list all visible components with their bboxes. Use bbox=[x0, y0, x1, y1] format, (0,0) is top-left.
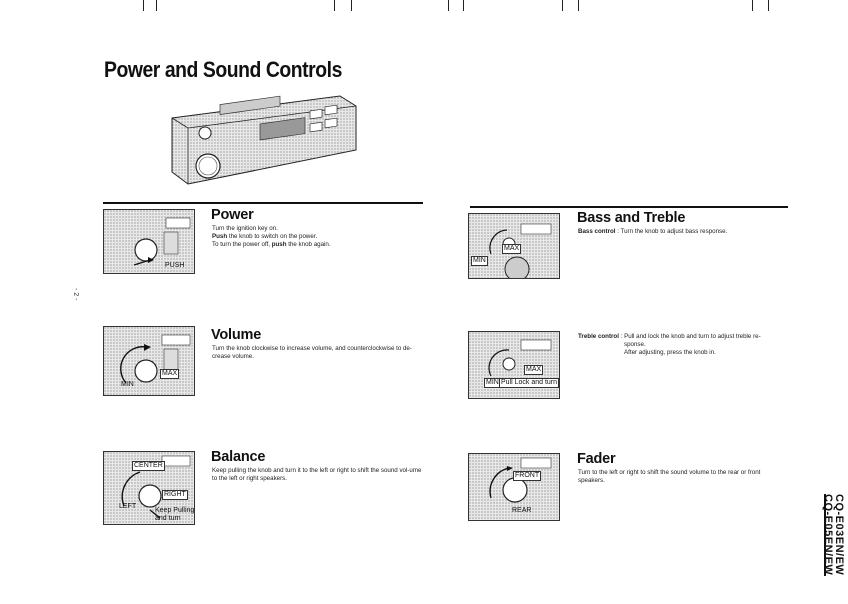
balance-figure bbox=[103, 451, 195, 525]
bass-treble-heading: Bass and Treble bbox=[577, 210, 686, 226]
page-title: Power and Sound Controls bbox=[104, 57, 342, 82]
treble-control-text bbox=[578, 333, 793, 357]
volume-figure bbox=[103, 326, 195, 396]
power-line3-post: the knob again. bbox=[286, 241, 331, 248]
balance-center-label: CENTER bbox=[134, 462, 163, 469]
binding-mark bbox=[351, 0, 352, 11]
push-label: PUSH bbox=[165, 262, 185, 269]
balance-right-label: RIGHT bbox=[164, 491, 186, 498]
balance-heading: Balance bbox=[211, 449, 266, 465]
binding-mark bbox=[463, 0, 464, 11]
treble-desc-2: sponse. bbox=[624, 341, 646, 348]
bass-max-label: MAX bbox=[504, 245, 520, 252]
power-figure bbox=[103, 209, 195, 274]
bass-control-desc: : Turn the knob to adjust bass response. bbox=[617, 228, 728, 235]
binding-mark bbox=[448, 0, 449, 11]
binding-mark bbox=[752, 0, 753, 11]
treble-desc-1: : Pull and lock the knob and turn to adjust treble re- bbox=[620, 333, 761, 340]
push-word-2: push bbox=[271, 241, 287, 248]
treble-max-label: MAX bbox=[526, 366, 542, 373]
section-rule bbox=[470, 206, 788, 208]
binding-mark bbox=[334, 0, 335, 11]
power-line3-pre: To turn the power off, bbox=[212, 241, 272, 248]
power-text bbox=[212, 225, 422, 249]
volume-min-label: MIN bbox=[121, 381, 134, 388]
bass-min-label: MIN bbox=[473, 257, 486, 264]
power-heading: Power bbox=[211, 207, 254, 223]
binding-mark bbox=[156, 0, 157, 11]
bass-control-text bbox=[578, 228, 798, 236]
treble-control-label: Treble control bbox=[578, 333, 619, 340]
binding-mark bbox=[768, 0, 769, 11]
fader-figure bbox=[468, 453, 560, 521]
binding-mark bbox=[562, 0, 563, 11]
treble-desc-3: After adjusting, press the knob in. bbox=[624, 349, 716, 356]
car-stereo-illustration bbox=[160, 88, 360, 188]
fader-front-label: FRONT bbox=[515, 472, 540, 479]
balance-left-label: LEFT bbox=[119, 503, 137, 510]
power-line2 bbox=[212, 233, 422, 241]
treble-line1 bbox=[578, 333, 793, 341]
balance-text: Keep pulling the knob and turn it to the left or right to shift the sound vol-ume to the left or right speakers. bbox=[212, 467, 422, 482]
binding-mark bbox=[578, 0, 579, 11]
bass-figure bbox=[468, 213, 560, 279]
model-code-1: CQ-E03EN/EW bbox=[833, 494, 845, 576]
section-rule bbox=[103, 202, 423, 204]
power-line1: Turn the ignition key on. bbox=[212, 225, 278, 232]
page-number: - 2 - bbox=[72, 288, 79, 301]
model-code bbox=[822, 494, 844, 575]
treble-pull-label: Pull Lock and turn bbox=[501, 379, 558, 386]
binding-mark bbox=[143, 0, 144, 11]
bass-control-label: Bass control bbox=[578, 228, 616, 235]
power-line2-rest: the knob to switch on the power. bbox=[227, 233, 318, 240]
power-line3 bbox=[212, 241, 422, 249]
balance-turn-label: and turn bbox=[155, 515, 181, 522]
treble-figure bbox=[468, 331, 560, 399]
fader-rear-label: REAR bbox=[512, 507, 532, 514]
volume-max-label: MAX bbox=[162, 370, 178, 377]
model-code-2: CQ-E05EN/EW bbox=[822, 494, 834, 576]
volume-heading: Volume bbox=[211, 327, 262, 343]
push-word: Push bbox=[212, 233, 228, 240]
volume-text: Turn the knob clockwise to increase volume, and counterclockwise to de-crease volume. bbox=[212, 345, 412, 360]
fader-text: Turn to the left or right to shift the sound volume to the rear or front speakers. bbox=[578, 469, 761, 484]
treble-min-label: MIN bbox=[486, 379, 499, 386]
balance-keep-label: Keep Pulling bbox=[155, 507, 195, 514]
fader-heading: Fader bbox=[577, 451, 616, 467]
